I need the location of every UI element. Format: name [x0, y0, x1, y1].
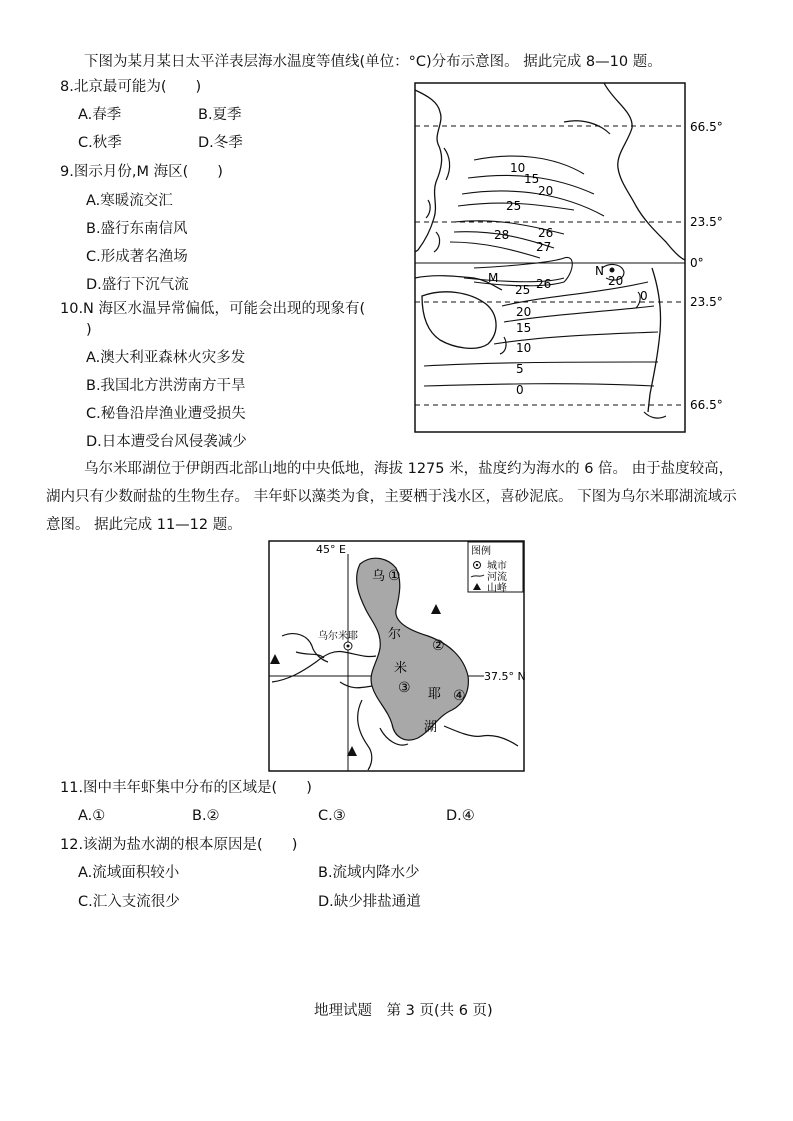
q12-option-c: C.汇入支流很少: [78, 894, 180, 910]
lat-label-3: 0°: [690, 256, 704, 270]
isotherm-label-28: 28: [494, 228, 510, 242]
city-label: 乌尔米耶: [318, 631, 358, 642]
n-marker: [610, 268, 615, 273]
pacific-sst-map: [414, 82, 724, 434]
isotherm-label-26s: 26: [536, 277, 552, 291]
q9-option-a: A.寒暖流交汇: [86, 193, 173, 209]
section1-intro: 下图为某月某日太平洋表层海水温度等值线(单位：°C)分布示意图。 据此完成 8—10 题。: [84, 54, 662, 70]
isotherm-label-5s: 5: [516, 362, 524, 376]
lat-label-5: 66.5°: [690, 398, 723, 412]
m-sea-label: M: [488, 271, 499, 285]
isotherm-label-15s: 15: [516, 321, 532, 335]
area-3: ③: [398, 680, 411, 696]
q10-option-d: D.日本遭受台风侵袭减少: [86, 434, 247, 450]
map-frame: [415, 83, 685, 432]
q10-option-b: B.我国北方洪涝南方干旱: [86, 378, 246, 394]
q11-option-b: B.②: [192, 808, 220, 824]
isotherm-label-10: 10: [510, 161, 526, 175]
legend-river: 河流: [487, 572, 507, 583]
q12-stem: 12.该湖为盐水湖的根本原因是( ): [60, 837, 298, 853]
q11-option-d: D.④: [446, 808, 475, 824]
lat-label-4: 23.5°: [690, 295, 723, 309]
isotherm-label-0-peru: 0: [640, 289, 648, 303]
legend-city: 城市: [487, 561, 507, 572]
lake-char-5: 湖: [424, 720, 438, 735]
q12-option-b: B.流域内降水少: [318, 865, 420, 881]
q9-option-b: B.盛行东南信风: [86, 221, 188, 237]
legend-city-icon-dot: [476, 564, 478, 566]
lon-label: 45° E: [316, 543, 346, 556]
page-footer: 地理试题 第 3 页(共 6 页): [314, 1003, 493, 1019]
lake-char-4: 耶: [428, 687, 442, 702]
isotherm-label-27: 27: [536, 240, 552, 254]
isotherm-label-25: 25: [506, 199, 522, 213]
legend-peak: 山峰: [487, 583, 507, 594]
isotherm-label-15: 15: [524, 172, 540, 186]
isotherm-label-20s: 20: [516, 305, 532, 319]
q11-option-c: C.③: [318, 808, 346, 824]
lat-label: 37.5° N: [484, 670, 526, 683]
q8-option-d: D.冬季: [198, 135, 243, 151]
lat-label-2: 23.5°: [690, 215, 723, 229]
lake-char-3: 米: [394, 661, 408, 676]
lat-label-1: 66.5°: [690, 120, 723, 134]
n-sea-label: N: [595, 264, 604, 278]
q8-option-c: C.秋季: [78, 135, 122, 151]
q10-stem-end: ): [86, 322, 92, 338]
isotherm-label-10s: 10: [516, 341, 532, 355]
isotherm-label-26: 26: [538, 226, 554, 240]
q11-stem: 11.图中丰年虾集中分布的区域是( ): [60, 780, 312, 796]
q12-option-a: A.流域面积较小: [78, 865, 180, 881]
q10-option-c: C.秘鲁沿岸渔业遭受损失: [86, 406, 246, 422]
q8-option-b: B.夏季: [198, 107, 242, 123]
q8-option-a: A.春季: [78, 107, 122, 123]
q11-option-a: A.①: [78, 808, 106, 824]
q12-option-d: D.缺少排盐通道: [318, 894, 421, 910]
q10-option-a: A.澳大利亚森林火灾多发: [86, 350, 246, 366]
legend-title: 图例: [471, 546, 491, 557]
isotherm-label-0s: 0: [516, 383, 524, 397]
q8-stem: 8.北京最可能为( ): [60, 79, 202, 95]
area-4: ④: [453, 688, 466, 704]
area-1: ①: [388, 568, 401, 584]
city-marker-dot: [347, 645, 350, 648]
lake-char-1: 乌: [372, 569, 386, 584]
isotherm-label-20-n: 20: [608, 274, 624, 288]
isotherm-label-20: 20: [538, 184, 554, 198]
q9-option-c: C.形成著名渔场: [86, 249, 188, 265]
q9-stem: 9.图示月份,M 海区( ): [60, 164, 223, 180]
lake-urmia-map: [268, 540, 530, 774]
area-2: ②: [432, 638, 445, 654]
section2-intro: 乌尔米耶湖位于伊朗西北部山地的中央低地，海拔 1275 米，盐度约为海水的 6 倍。 由于盐度较高，湖内只有少数耐盐的生物生存。 丰年虾以藻类为食，主要栖于浅水区，喜砂泥底。 下图为乌尔米耶湖流域示意图。 据此完成 11—12 题。: [46, 461, 737, 533]
q10-stem: 10.N 海区水温异常偏低，可能会出现的现象有(: [60, 301, 366, 317]
q9-option-d: D.盛行下沉气流: [86, 277, 189, 293]
lake-char-2: 尔: [388, 627, 402, 642]
isotherm-label-25s: 25: [515, 283, 531, 297]
